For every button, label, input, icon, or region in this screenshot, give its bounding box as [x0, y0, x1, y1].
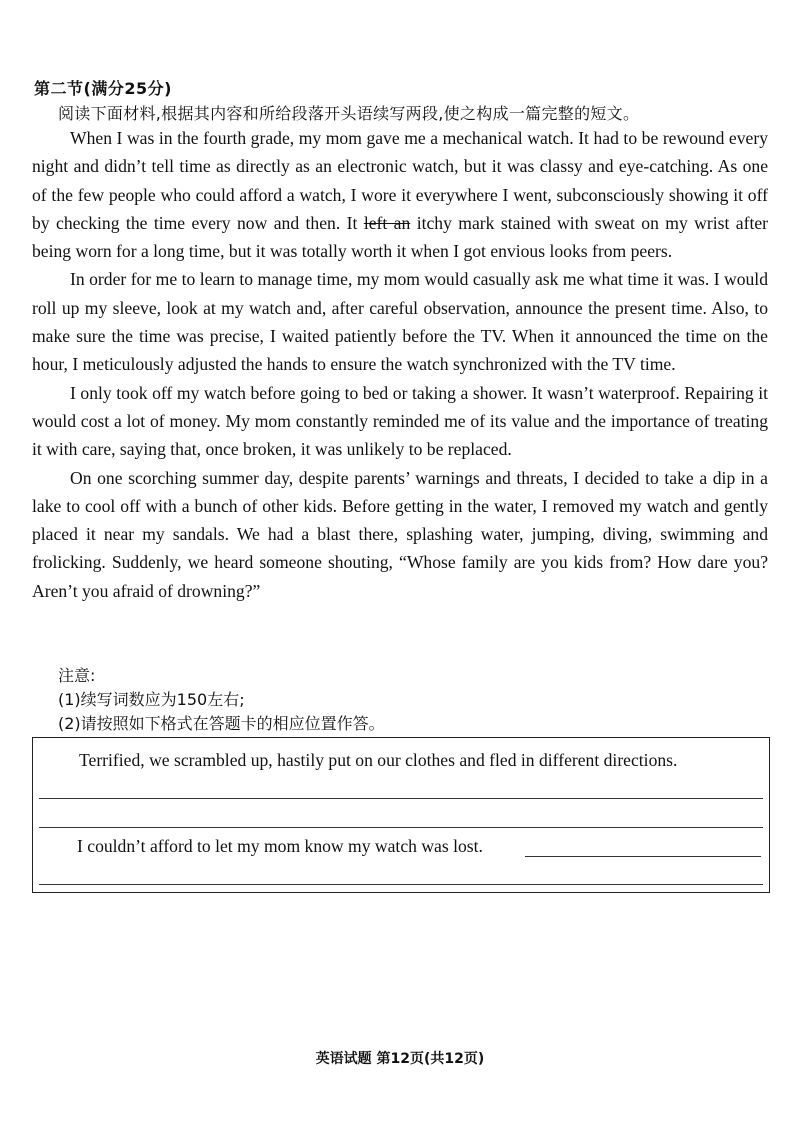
- passage-paragraph-1: [32, 124, 768, 265]
- struck-out-text: left an: [363, 212, 411, 233]
- notes-item-1: (1)续写词数应为150左右;: [58, 690, 245, 709]
- notes-item-2: (2)请按照如下格式在答题卡的相应位置作答。: [58, 714, 385, 733]
- paragraph-opening-1: Terrified, we scrambled up, hastily put on our clothes and fled in different directions.: [79, 750, 678, 770]
- answer-line[interactable]: [39, 827, 763, 828]
- passage-paragraph-1-text-end: itchy mark stained with sweat on my wrist after being worn for a long time, but it was totally worth it when I got envious looks from peers.: [32, 212, 769, 262]
- notes-label: 注意:: [58, 666, 96, 685]
- answer-line[interactable]: [39, 884, 763, 885]
- passage-paragraph-3: I only took off my watch before going to bed or taking a shower. It wasn’t waterproof. Repairing it would cost a lot of money. My mom constantly reminded me of its value and the importance of treating it with care, saying that, once broken, it was unlikely to be replaced.: [32, 382, 768, 460]
- notes-block: [58, 664, 385, 736]
- passage-paragraph-1-text: When I was in the fourth grade, my mom gave me a mechanical watch. It had to be rewound every night and didn’t tell time as directly as an electronic watch, but it was classy and eye-catching. As one of the few people who could afford a watch, I wore it everywhere I went, subconsciously showing it off by checking the time every now and then. It: [32, 128, 768, 233]
- section-instruction: 阅读下面材料,根据其内容和所给段落开头语续写两段,使之构成一篇完整的短文。: [58, 104, 640, 123]
- page-footer: 英语试题 第12页(共12页): [315, 1051, 485, 1067]
- passage-paragraph-4: On one scorching summer day, despite parents’ warnings and threats, I decided to take a dip in a lake to cool off with a bunch of other kids. Before getting in the water, I removed my watch and gently placed it near my sandals. We had a blast there, splashing water, jumping, diving, swimming and frolicking. Suddenly, we heard someone shouting, “Whose family are you kids from? How dare you? Aren’t you afraid of drowning?”: [32, 467, 768, 601]
- section-title: 第二节(满分25分): [34, 79, 172, 98]
- reading-passage: [32, 124, 768, 605]
- answer-line[interactable]: [39, 798, 763, 799]
- passage-paragraph-2: In order for me to learn to manage time, my mom would casually ask me what time it was. I would roll up my sleeve, look at my watch and, after careful observation, announce the present time. Also, to make sure the time was precise, I waited patiently before the TV. When it announced the time on the hour, I meticulously adjusted the hands to ensure the watch synchronized with the TV time.: [32, 269, 768, 375]
- answer-box: [32, 737, 770, 893]
- paragraph-opening-2: I couldn’t afford to let my mom know my watch was lost.: [77, 836, 483, 856]
- answer-line-short[interactable]: [525, 856, 761, 857]
